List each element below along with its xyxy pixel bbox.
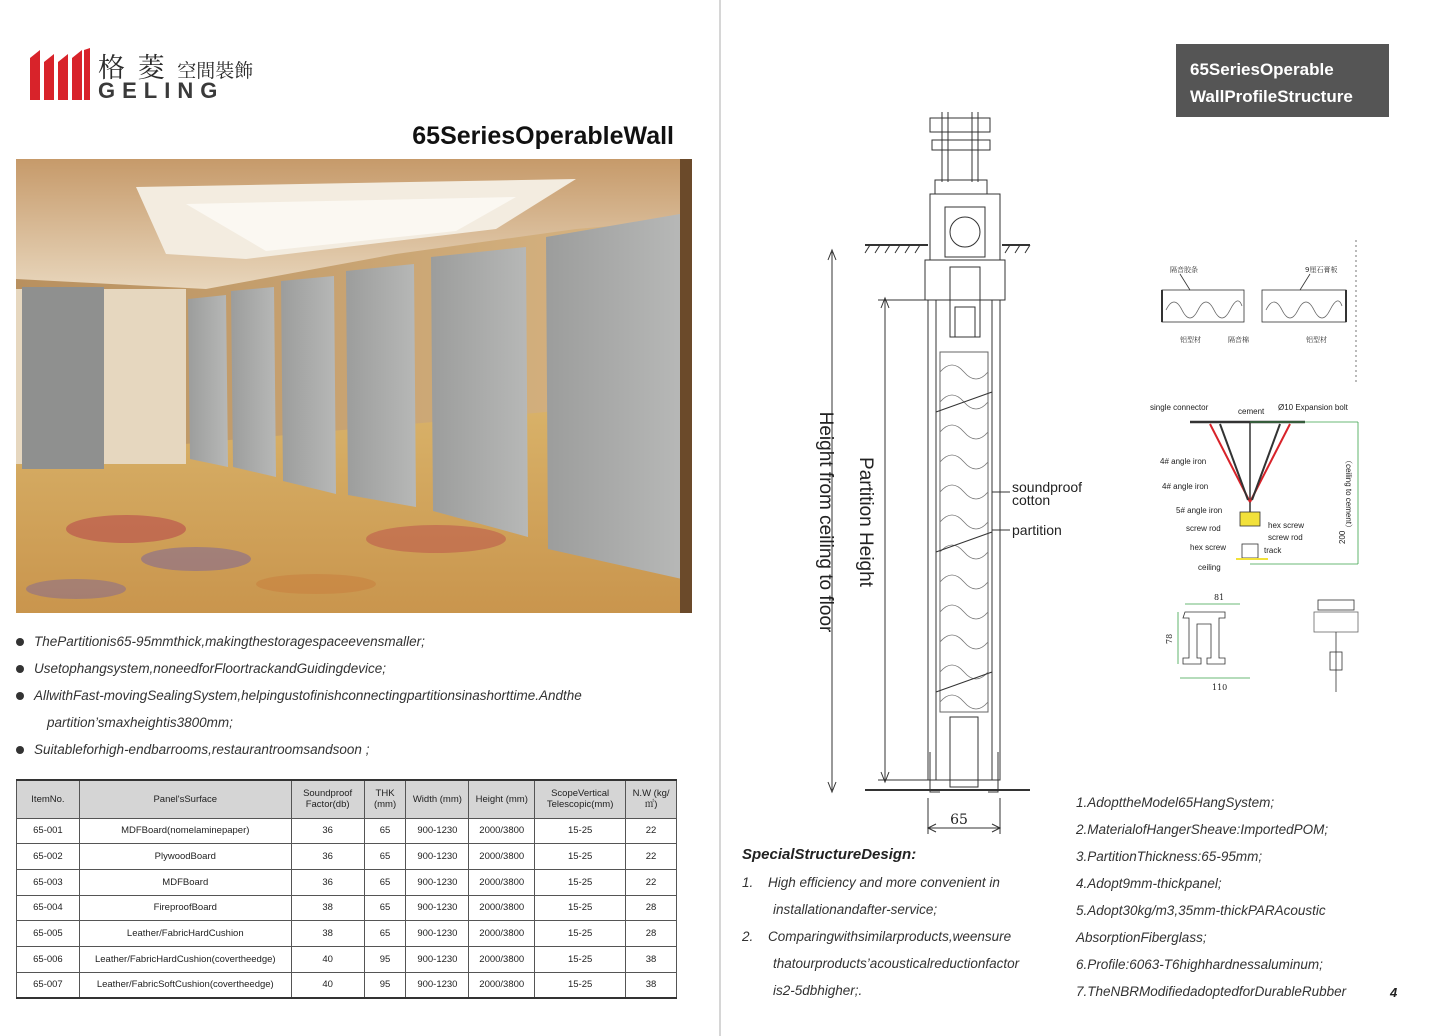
table-cell: 2000/3800	[469, 895, 535, 921]
table-header: ItemNo.	[17, 780, 80, 818]
table-cell: 900-1230	[406, 921, 469, 947]
list-item: AllwithFast-movingSealingSystem,helpingustofinishconnectingpartitionsinashorttime.Andthe partition’smaxheightis3800mm;	[16, 682, 706, 736]
table-cell: MDFBoard	[79, 869, 291, 895]
table-cell: 22	[626, 869, 677, 895]
table-cell: FireproofBoard	[79, 895, 291, 921]
detail-label: screw rod	[1268, 533, 1303, 542]
detail-label: hex screw	[1268, 521, 1305, 530]
table-cell: 65	[364, 844, 406, 870]
detail-label: 200	[1338, 530, 1347, 544]
detail-label: single connector	[1150, 403, 1209, 412]
table-row	[17, 818, 677, 844]
table-row	[17, 869, 677, 895]
table-cell: 65-002	[17, 844, 80, 870]
table-header: ScopeVertical Telescopic(mm)	[535, 780, 626, 818]
list-number: 2.	[742, 929, 754, 944]
page-divider	[719, 0, 721, 1036]
detail-label: 5# angle iron	[1176, 506, 1223, 515]
geling-mark-icon	[28, 48, 92, 102]
table-cell: 65-004	[17, 895, 80, 921]
list-item: AbsorptionFiberglass;	[1076, 930, 1207, 945]
detail-label: hex screw	[1190, 543, 1227, 552]
table-cell: 900-1230	[406, 818, 469, 844]
table-header-row	[17, 780, 677, 818]
table-cell: 900-1230	[406, 895, 469, 921]
table-cell: 38	[626, 972, 677, 998]
structure-feature-list	[1076, 789, 1386, 1005]
table-cell: 2000/3800	[469, 818, 535, 844]
list-item: 2.MaterialofHangerSheave:ImportedPOM;	[1076, 822, 1329, 837]
brand-name-en: GELING	[98, 78, 225, 103]
detail-label: 4# angle iron	[1162, 482, 1209, 491]
table-cell: 40	[291, 972, 364, 998]
detail-label: ceiling	[1198, 563, 1221, 572]
table-header: N.W (kg/㎡)	[626, 780, 677, 818]
table-cell: 15-25	[535, 818, 626, 844]
table-cell: 900-1230	[406, 972, 469, 998]
detail-label: 9厘石膏板	[1305, 266, 1338, 274]
detail-label: （ceiling to cement）	[1344, 455, 1353, 533]
table-row	[17, 844, 677, 870]
table-cell: 15-25	[535, 869, 626, 895]
table-cell: 15-25	[535, 844, 626, 870]
page-title: 65SeriesOperableWall	[412, 122, 674, 150]
brand-name-cn: 格 菱 空間裝飾	[98, 53, 254, 84]
list-text: High efficiency and more convenient in	[768, 875, 1000, 890]
table-cell: 38	[291, 921, 364, 947]
table-cell: 65-001	[17, 818, 80, 844]
list-text: Comparingwithsimilarproducts,weensure	[768, 929, 1012, 944]
list-item: ThePartitionis65-95mmthick,makingthestoragespaceevensmaller;	[16, 628, 706, 655]
table-cell: 2000/3800	[469, 844, 535, 870]
table-cell: 28	[626, 895, 677, 921]
detail-label: 隔音棉	[1228, 336, 1249, 344]
list-item: Usetophangsystem,noneedforFloortrackandGuidingdevice;	[16, 655, 706, 682]
table-cell: 65-003	[17, 869, 80, 895]
table-cell: 65-007	[17, 972, 80, 998]
badge-line: WallProfileStructure	[1190, 87, 1353, 106]
table-cell: Leather/FabricSoftCushion(covertheedge)	[79, 972, 291, 998]
list-item: 6.Profile:6063-T6highhardnessaluminum;	[1076, 957, 1323, 972]
table-cell: Leather/FabricHardCushion(covertheedge)	[79, 946, 291, 972]
list-item	[742, 869, 1042, 896]
table-cell: 65	[364, 818, 406, 844]
detail-label: 110	[1212, 683, 1228, 692]
table-row	[17, 946, 677, 972]
detail-label: track	[1264, 546, 1282, 555]
table-header: Panel'sSurface	[79, 780, 291, 818]
detail-label: Ø10 Expansion bolt	[1278, 403, 1348, 412]
table-cell: MDFBoard(nomelaminepaper)	[79, 818, 291, 844]
feature-bullets	[16, 628, 706, 763]
table-cell: PlywoodBoard	[79, 844, 291, 870]
product-photo	[16, 159, 692, 613]
table-cell: 2000/3800	[469, 869, 535, 895]
detail-label: 隔音胶条	[1170, 266, 1198, 274]
table-cell: 65	[364, 895, 406, 921]
table-cell: 95	[364, 946, 406, 972]
special-design-title: SpecialStructureDesign:	[742, 846, 917, 863]
table-cell: 15-25	[535, 895, 626, 921]
table-cell: 65	[364, 869, 406, 895]
list-item: 7.TheNBRModifiedadoptedforDurableRubber	[1076, 984, 1347, 999]
table-header: Width (mm)	[406, 780, 469, 818]
table-cell: 15-25	[535, 946, 626, 972]
table-cell: 28	[626, 921, 677, 947]
table-cell: 2000/3800	[469, 946, 535, 972]
badge-line: 65SeriesOperable	[1190, 60, 1334, 79]
cotton-label: cotton	[1012, 492, 1051, 508]
table-cell: 22	[626, 844, 677, 870]
partition-height-label: Partition Height	[855, 457, 876, 587]
list-text: is2-5dbhigher;.	[773, 983, 863, 998]
table-cell: 900-1230	[406, 869, 469, 895]
detail-label: 铝型材	[1180, 336, 1201, 344]
table-cell: 2000/3800	[469, 972, 535, 998]
table-cell: 95	[364, 972, 406, 998]
table-header: Height (mm)	[469, 780, 535, 818]
table-cell: 36	[291, 818, 364, 844]
table-row	[17, 921, 677, 947]
table-cell: 15-25	[535, 921, 626, 947]
spec-table	[16, 779, 677, 999]
detail-label: 铝型材	[1306, 336, 1327, 344]
table-cell: 38	[291, 895, 364, 921]
list-item: 1.AdopttheModel65HangSystem;	[1076, 795, 1275, 810]
width-dimension: 65	[950, 812, 968, 828]
list-item: 4.Adopt9mm-thickpanel;	[1076, 876, 1222, 891]
detail-label: screw rod	[1186, 524, 1221, 533]
detail-label: cement	[1238, 407, 1265, 416]
table-cell: 15-25	[535, 972, 626, 998]
list-number: 1.	[742, 875, 754, 890]
detail-label: 81	[1214, 593, 1225, 602]
table-cell: 36	[291, 869, 364, 895]
table-cell: 65	[364, 921, 406, 947]
table-cell: 65-005	[17, 921, 80, 947]
table-cell: 900-1230	[406, 946, 469, 972]
list-text: thatourproducts’acousticalreductionfactor	[773, 956, 1020, 971]
special-design-list	[742, 869, 1042, 1004]
table-row	[17, 972, 677, 998]
detail-label: 4# angle iron	[1160, 457, 1207, 466]
table-cell: 36	[291, 844, 364, 870]
page-number: 4	[1390, 985, 1398, 1000]
list-item: Suitableforhigh-endbarrooms,restaurantroomsandsoon ;	[16, 736, 706, 763]
brand-logo	[28, 44, 258, 106]
brand-sub-cn: 空間裝飾	[177, 60, 254, 82]
partition-label: partition	[1012, 522, 1062, 538]
list-item: 3.PartitionThickness:65-95mm;	[1076, 849, 1263, 864]
table-cell: 40	[291, 946, 364, 972]
detail-label: 78	[1165, 633, 1174, 644]
table-cell: 65-006	[17, 946, 80, 972]
table-row	[17, 895, 677, 921]
table-header: THK (mm)	[364, 780, 406, 818]
profile-structure-drawing	[790, 112, 1090, 842]
ceiling-to-floor-label: Height from ceiling to floor	[815, 411, 836, 633]
table-cell: Leather/FabricHardCushion	[79, 921, 291, 947]
list-item-continuation: partition’smaxheightis3800mm;	[47, 715, 233, 730]
list-text: installationandafter-service;	[773, 902, 938, 917]
installation-details	[1140, 232, 1390, 692]
table-cell: 900-1230	[406, 844, 469, 870]
list-item	[742, 923, 1042, 950]
list-item: 5.Adopt30kg/m3,35mm-thickPARAcoustic	[1076, 903, 1326, 918]
table-cell: 38	[626, 946, 677, 972]
table-header: Soundproof Factor(db)	[291, 780, 364, 818]
section-badge	[1176, 44, 1389, 117]
table-cell: 2000/3800	[469, 921, 535, 947]
table-cell: 22	[626, 818, 677, 844]
soundproof-label: soundproof	[1012, 479, 1083, 495]
